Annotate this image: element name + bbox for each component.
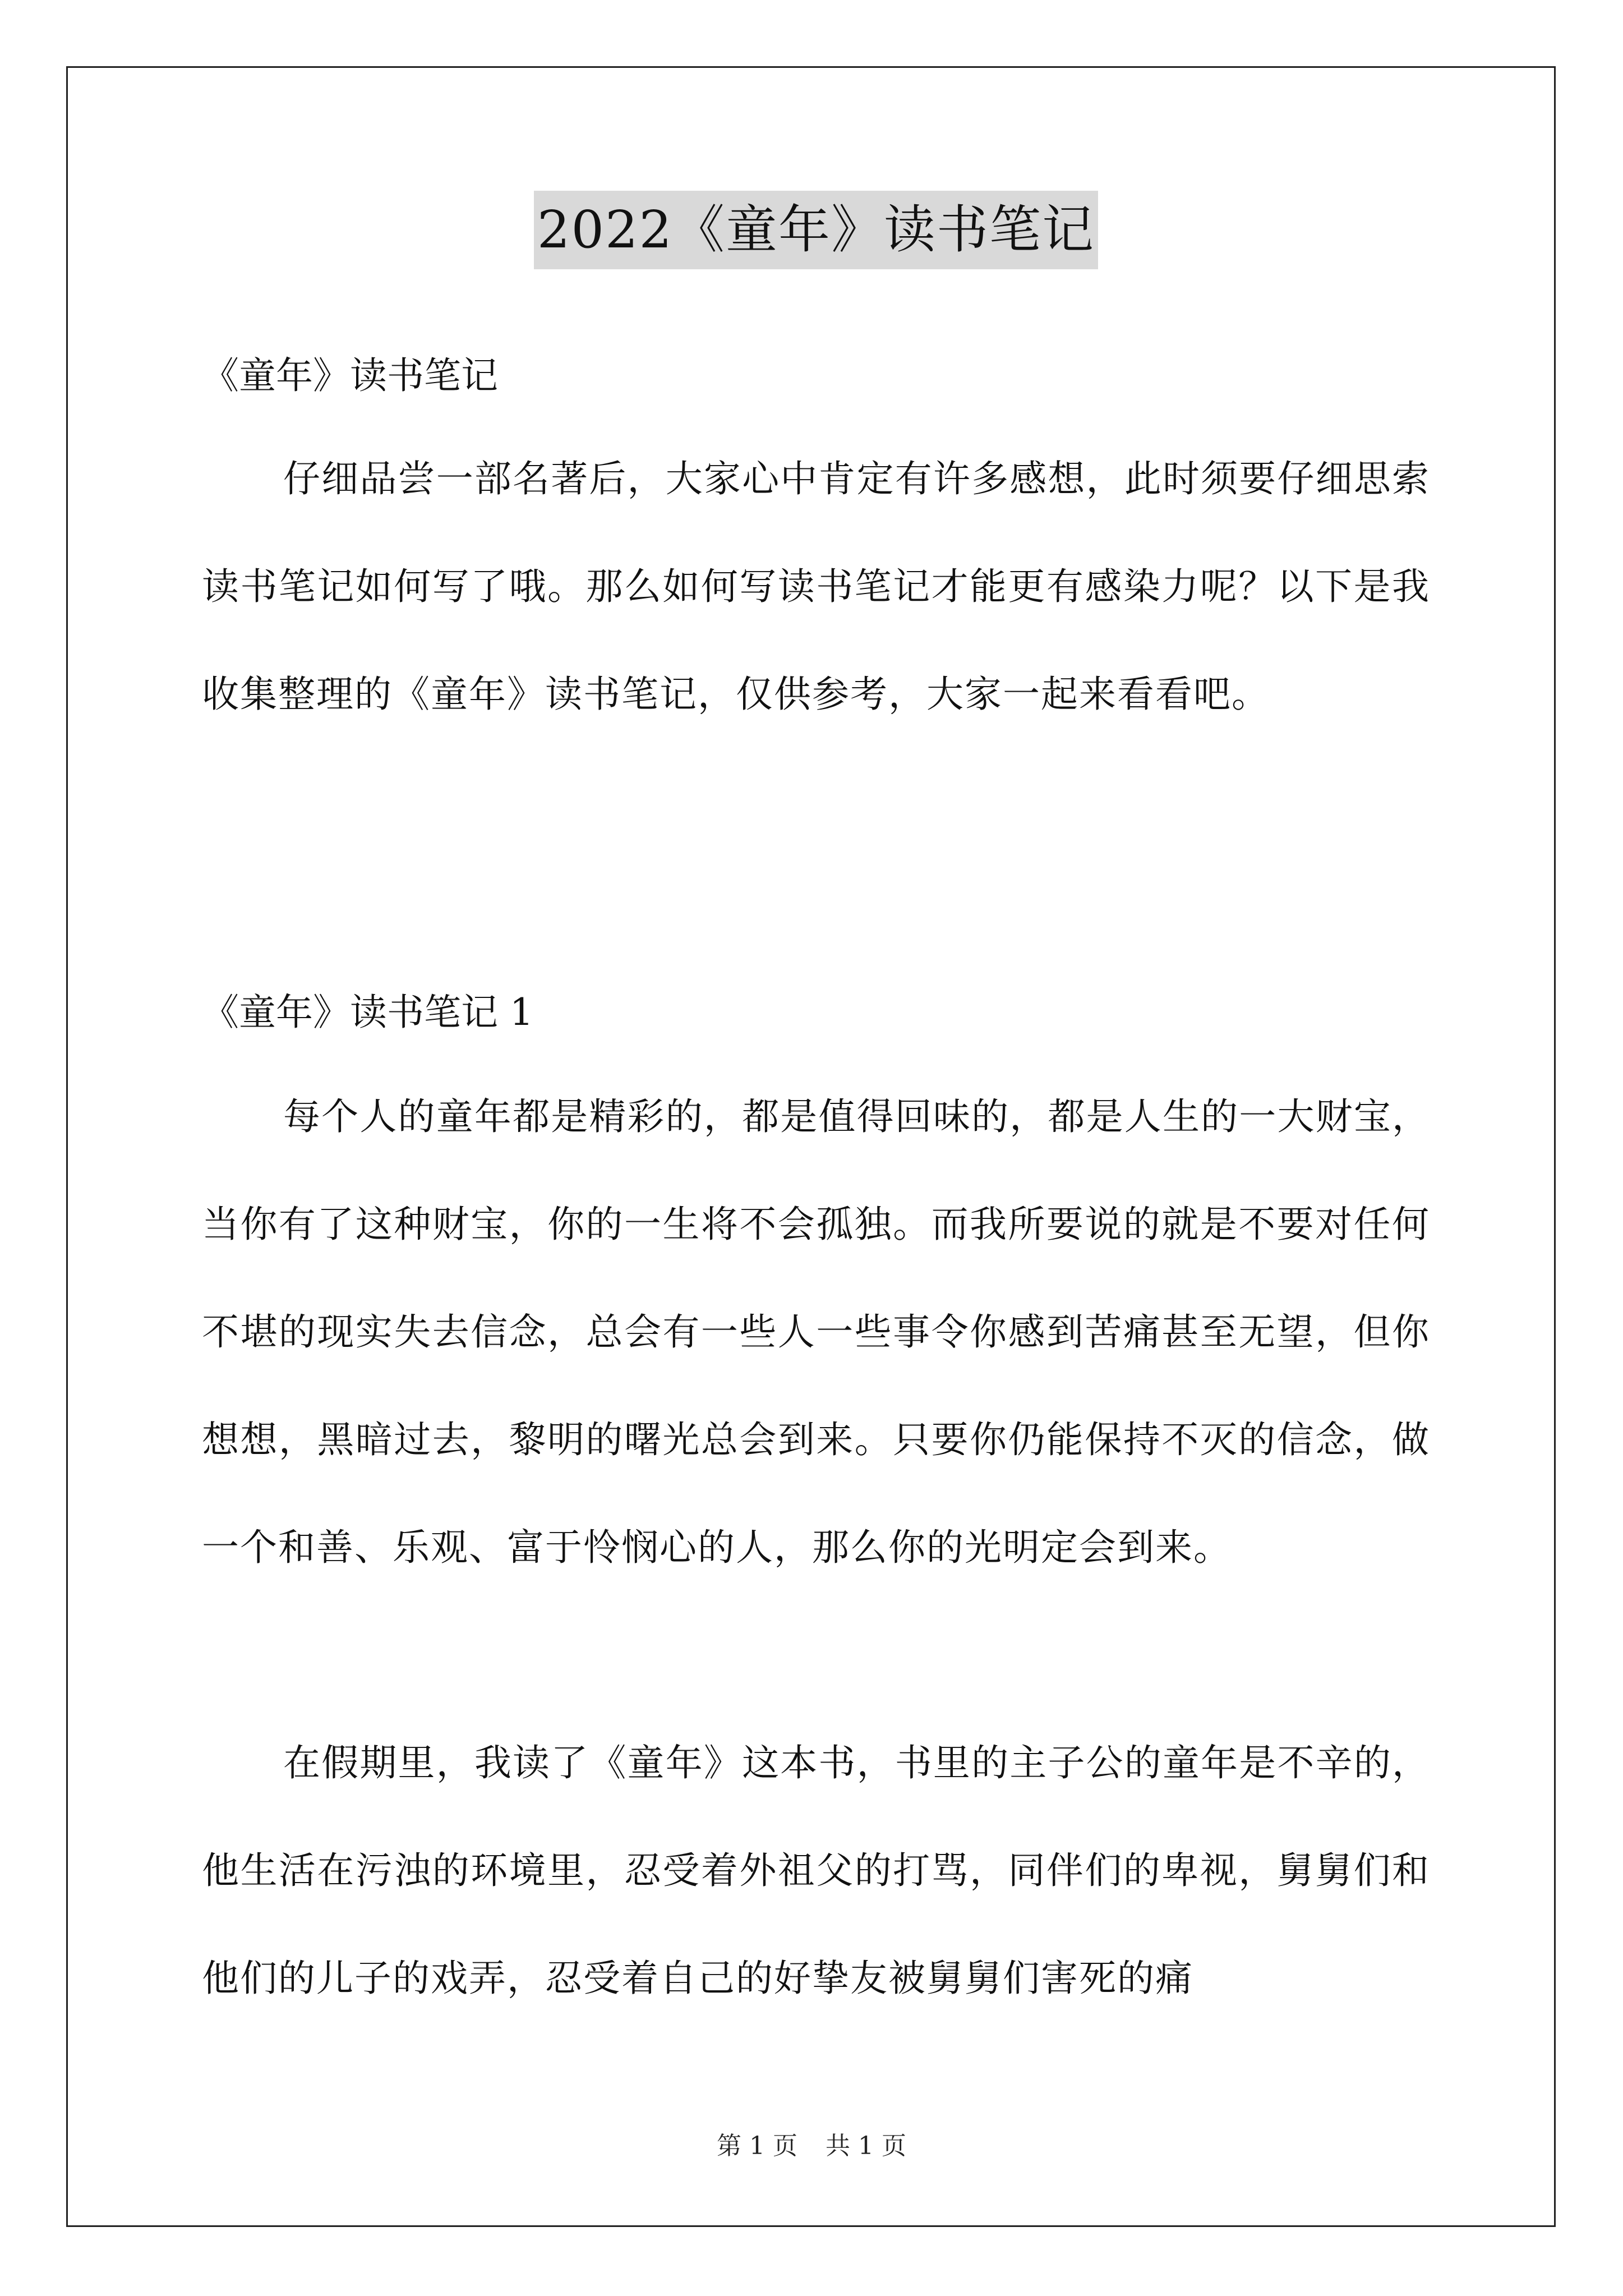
intro-heading: 《童年》读书笔记 — [202, 354, 498, 397]
page-total: 共 1 页 — [826, 2132, 906, 2160]
section-paragraph: 在假期里，我读了《童年》这本书，书里的主子公的童年是不辛的，他生活在污浊的环境里，忍受着外祖父的打骂，同伴们的卑视，舅舅们和他们的儿子的戏弄，忍受着自己的好挚友被舅舅们害死的痛 — [202, 1741, 1430, 2000]
section-heading: 《童年》读书笔记 1 — [202, 991, 533, 1034]
document-title-text: 2022《童年》读书笔记 — [534, 191, 1098, 269]
document-title — [202, 191, 1430, 275]
section-paragraph: 每个人的童年都是精彩的，都是值得回味的，都是人生的一大财宝，当你有了这种财宝，你的一生将不会孤独。而我所要说的就是不要对任何不堪的现实失去信念，总会有一些人一些事令你感到苦痛甚至无望，但你想想，黑暗过去，黎明的曙光总会到来。只要你仍能保持不灭的信念，做一个和善、乐观、富于怜悯心的人，那么你的光明定会到来。 — [202, 1095, 1430, 1569]
page-number: 第 1 页 — [717, 2132, 797, 2160]
document-body — [202, 191, 1430, 2000]
page-footer — [0, 2131, 1623, 2162]
intro-paragraph: 仔细品尝一部名著后，大家心中肯定有许多感想，此时须要仔细思索读书笔记如何写了哦。那么如何写读书笔记才能更有感染力呢？以下是我收集整理的《童年》读书笔记，仅供参考，大家一起来看看吧。 — [202, 457, 1430, 716]
